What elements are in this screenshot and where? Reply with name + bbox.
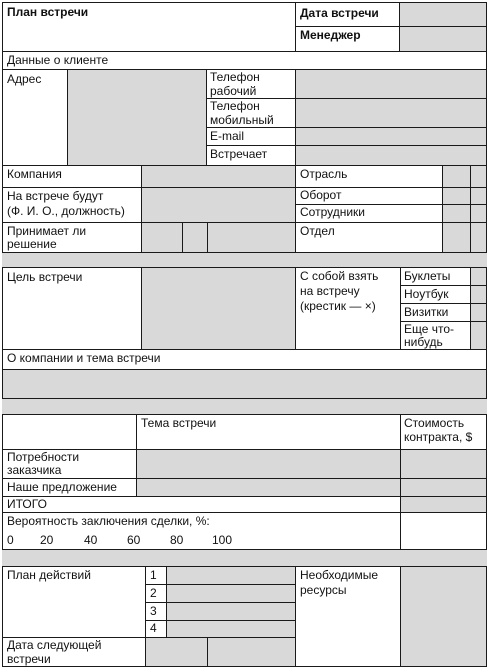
proposal-label: Наше предложение (7, 480, 117, 494)
bring-label-line2: на встречу (300, 284, 360, 298)
needs-field[interactable] (136, 449, 401, 479)
proposal-field[interactable] (136, 478, 401, 497)
address-label: Адрес (7, 72, 42, 86)
employees-label: Сотрудники (300, 205, 365, 219)
bring-item-label: Буклеты (404, 269, 451, 283)
resources-label-line1: Необходимые (300, 568, 379, 582)
meeting-date-label: Дата встречи (300, 6, 379, 20)
industry-extra-field[interactable] (470, 165, 487, 188)
bring-other-line1: Еще что- (404, 322, 455, 336)
industry-field[interactable] (442, 165, 471, 188)
plan-step-number: 3 (150, 604, 157, 618)
section-separator (2, 253, 487, 267)
manager-label: Менеджер (300, 28, 361, 42)
employees-field[interactable] (442, 204, 471, 223)
next-meeting-label-line1: Дата следующей (7, 638, 102, 652)
cost-header-line2: контракта, $ (404, 430, 473, 444)
plan-step-number: 1 (150, 568, 157, 582)
department-label: Отдел (300, 224, 335, 238)
cost-header-line1: Стоимость (404, 416, 465, 430)
bring-label-line1: С собой взять (300, 269, 379, 283)
decision-label-line1: Принимает ли (7, 224, 87, 238)
bring-checkbox-booklets[interactable] (470, 267, 487, 286)
needs-cost-field[interactable] (400, 449, 487, 479)
meeting-date-field[interactable] (399, 2, 487, 27)
next-meeting-date-field[interactable] (145, 637, 208, 667)
turnover-label: Оборот (300, 188, 342, 202)
decision-field-2[interactable] (182, 222, 208, 253)
attendees-label-line2: (Ф. И. О., должность) (7, 204, 125, 218)
section-separator (2, 399, 487, 415)
company-field[interactable] (141, 165, 296, 188)
turnover-field[interactable] (442, 187, 471, 205)
section-separator (2, 550, 487, 566)
company-label: Компания (7, 167, 62, 181)
goal-label: Цель встречи (7, 270, 83, 284)
plan-step-number: 4 (150, 621, 157, 635)
decision-field-3[interactable] (207, 222, 296, 253)
needs-label-line2: заказчика (7, 463, 62, 477)
meets-field[interactable] (295, 145, 487, 166)
about-field[interactable] (2, 369, 487, 399)
probability-option-80[interactable]: 80 (170, 533, 184, 547)
meets-label: Встречает (210, 147, 268, 161)
plan-step-field-4[interactable] (166, 620, 296, 638)
plan-step-number: 2 (150, 586, 157, 600)
total-field[interactable] (400, 496, 487, 513)
address-field[interactable] (67, 69, 207, 166)
phone-mobile-field[interactable] (295, 98, 487, 128)
probability-option-60[interactable]: 60 (127, 533, 141, 547)
bring-item-label: Визитки (404, 305, 449, 319)
total-label: ИТОГО (7, 497, 47, 511)
next-meeting-time-field[interactable] (207, 637, 296, 667)
probability-option-20[interactable]: 20 (40, 533, 54, 547)
department-extra-field[interactable] (470, 222, 487, 253)
plan-label: План действий (7, 568, 91, 582)
decision-label-line2: решение (7, 237, 57, 251)
employees-extra-field[interactable] (470, 204, 487, 223)
turnover-extra-field[interactable] (470, 187, 487, 205)
total-label-cell (2, 496, 401, 513)
attendees-label-line1: На встрече будут (7, 189, 104, 203)
probability-option-40[interactable]: 40 (84, 533, 98, 547)
department-field[interactable] (442, 222, 471, 253)
probability-extra-cell (400, 512, 487, 550)
phone-mobile-label-line2: мобильный (210, 113, 274, 127)
industry-label: Отрасль (300, 167, 348, 181)
plan-step-field-2[interactable] (166, 584, 296, 603)
phone-work-label-line1: Телефон (210, 70, 260, 84)
needs-label-line1: Потребности (7, 450, 80, 464)
goal-field[interactable] (141, 267, 296, 350)
bring-other-line2: нибудь (404, 335, 443, 349)
bring-item-label: Ноутбук (404, 287, 449, 301)
topic-header: Тема встречи (141, 416, 217, 430)
plan-step-field-1[interactable] (166, 566, 296, 585)
decision-field-1[interactable] (141, 222, 183, 253)
resources-label-line2: ресурсы (300, 583, 347, 597)
email-label: E-mail (210, 129, 245, 143)
next-meeting-label-line2: встречи (7, 652, 51, 666)
bring-checkbox-cards[interactable] (470, 303, 487, 322)
email-field[interactable] (295, 127, 487, 146)
bring-checkbox-other[interactable] (470, 321, 487, 350)
page-title: План встречи (7, 5, 89, 19)
about-label: О компании и тема встречи (7, 351, 161, 365)
offer-corner-cell (2, 414, 137, 450)
bring-label-line3: (крестик — ×) (300, 299, 376, 313)
attendees-field[interactable] (141, 187, 296, 223)
resources-field[interactable] (400, 566, 487, 667)
probability-option-0[interactable]: 0 (7, 533, 14, 547)
bring-checkbox-laptop[interactable] (470, 285, 487, 304)
manager-field[interactable] (399, 26, 487, 52)
phone-mobile-label-line1: Телефон (210, 99, 260, 113)
plan-step-field-3[interactable] (166, 602, 296, 621)
phone-work-field[interactable] (295, 69, 487, 99)
probability-label: Вероятность заключения сделки, %: (7, 514, 210, 528)
probability-option-100[interactable]: 100 (212, 533, 233, 547)
proposal-cost-field[interactable] (400, 478, 487, 497)
client-section-title: Данные о клиенте (7, 53, 109, 67)
phone-work-label-line2: рабочий (210, 84, 257, 98)
